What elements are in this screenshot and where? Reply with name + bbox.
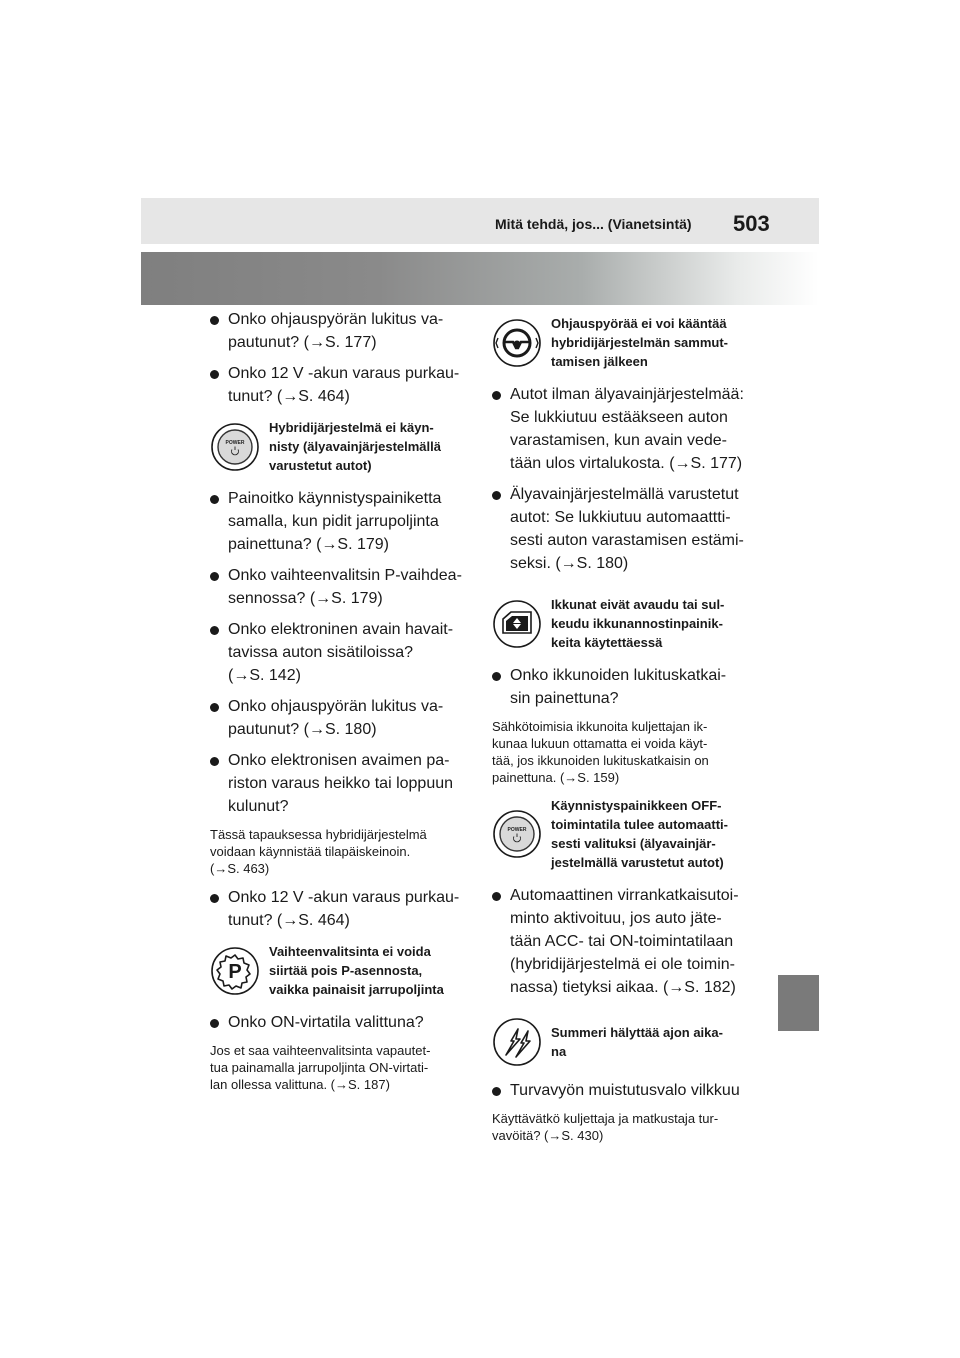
note-text: Sähkötoimisia ikkunoita kuljettajan ik- kunaa lukuun ottamatta ei voida käyt- tää, jos ikkunoiden lukituskatkaisin on painettuna. (→S. 159) <box>492 719 709 785</box>
bullet-item: Onko 12 V -akun varaus purkau- tunut? (→S. 464) <box>210 886 472 932</box>
shift-p-gear-icon <box>210 946 260 996</box>
section-banner <box>141 252 819 305</box>
bullet-item: Painoitko käynnistyspainiketta samalla, kun pidit jarrupoljinta painettuna? (→S. 179) <box>210 487 472 556</box>
bullet-item: Älyavainjärjestelmällä varustetut autot: Se lukkiutuu automaattti- sesti auton varastamisen estämi- seksi. (→S. 180) <box>492 483 760 575</box>
bullet-icon <box>210 572 219 581</box>
section-title: Vaihteenvalitsinta ei voida siirtää pois P-asennosta, vaikka painaisit jarrupoljinta <box>269 944 444 997</box>
bullet-item: Onko 12 V -akun varaus purkau- tunut? (→S. 464) <box>210 362 472 408</box>
note-text: Käyttävätkö kuljettaja ja matkustaja tur- vavöitä? (→S. 430) <box>492 1111 719 1143</box>
steering-wheel-icon <box>492 318 542 368</box>
section-heading <box>210 418 472 475</box>
power-window-icon <box>492 599 542 649</box>
section-title: Ikkunat eivät avaudu tai sul- keudu ikkunannostinpainik- keita käytettäessä <box>551 597 725 650</box>
power-button-icon <box>492 809 542 859</box>
bullet-icon <box>210 626 219 635</box>
bullet-item: Onko elektronisen avaimen pa- riston varaus heikko tai loppuun kulunut? <box>210 749 472 818</box>
section-title: Käynnistyspainikkeen OFF- toimintatila tulee automaatti- sesti valituksi (älyavainjär- jestelmällä varustetut autot) <box>551 798 728 870</box>
section-heading <box>492 1017 760 1067</box>
bullet-item: Onko ohjauspyörän lukitus va- pautunut? (→S. 177) <box>210 308 472 354</box>
buzzer-warning-icon <box>492 1017 542 1067</box>
page-number: 503 <box>733 211 770 236</box>
bullet-icon <box>210 316 219 325</box>
svg-text:POWER: POWER <box>507 827 527 833</box>
bullet-item: Onko ikkunoiden lukituskatkai- sin painettuna? <box>492 664 760 710</box>
section-title: Hybridijärjestelmä ei käyn- nisty (älyavainjärjestelmällä varustetut autot) <box>269 420 441 473</box>
bullet-icon <box>210 703 219 712</box>
power-button-icon <box>210 422 260 472</box>
bullet-icon <box>492 672 501 681</box>
chapter-side-tab <box>778 975 819 1031</box>
section-title: Summeri hälyttää ajon aika- na <box>551 1025 723 1059</box>
bullet-icon <box>210 757 219 766</box>
note-text: Jos et saa vaihteenvalitsinta vapautet- tua painamalla jarrupoljinta ON-virtati- lan ollessa valittuna. (→S. 187) <box>210 1043 431 1092</box>
bullet-icon <box>210 894 219 903</box>
header-bar <box>141 198 819 244</box>
bullet-icon <box>210 370 219 379</box>
section-heading <box>492 314 760 371</box>
bullet-icon <box>492 1087 501 1096</box>
header-title: Mitä tehdä, jos... (Vianetsintä) <box>495 216 692 232</box>
bullet-icon <box>492 892 501 901</box>
section-heading <box>492 595 760 652</box>
bullet-item: Automaattinen virrankatkaisutoi- minto aktivoituu, jos auto jäte- tään ACC- tai ON-toimintatilaan (hybridijärjestelmä ei ole toimin- nassa) tietyksi aikaa. (→S. 182) <box>492 884 760 999</box>
bullet-icon <box>210 1019 219 1028</box>
bullet-item: Onko ON-virtatila valittuna? <box>210 1011 472 1034</box>
right-column <box>492 308 760 1153</box>
note-text: Tässä tapauksessa hybridijärjestelmä voidaan käynnistää tilapäiskeinoin. (→S. 463) <box>210 827 427 876</box>
svg-text:P: P <box>228 960 242 983</box>
left-column <box>210 308 472 1102</box>
bullet-item: Turvavyön muistutusvalo vilkkuu <box>492 1079 760 1102</box>
bullet-item: Onko elektroninen avain havait- tavissa auton sisätiloissa? (→S. 142) <box>210 618 472 687</box>
bullet-item: Onko ohjauspyörän lukitus va- pautunut? (→S. 180) <box>210 695 472 741</box>
section-heading <box>492 796 760 872</box>
section-heading <box>210 942 472 999</box>
bullet-icon <box>492 391 501 400</box>
section-title: Ohjauspyörää ei voi kääntää hybridijärjestelmän sammut- tamisen jälkeen <box>551 316 728 369</box>
bullet-icon <box>492 491 501 500</box>
bullet-item: Autot ilman älyavainjärjestelmää: Se lukkiutuu estääkseen auton varastamisen, kun avain vede- tään ulos virtalukosta. (→S. 177) <box>492 383 760 475</box>
bullet-item: Onko vaihteenvalitsin P-vaihdea- sennossa? (→S. 179) <box>210 564 472 610</box>
svg-text:POWER: POWER <box>225 439 245 446</box>
bullet-icon <box>210 495 219 504</box>
